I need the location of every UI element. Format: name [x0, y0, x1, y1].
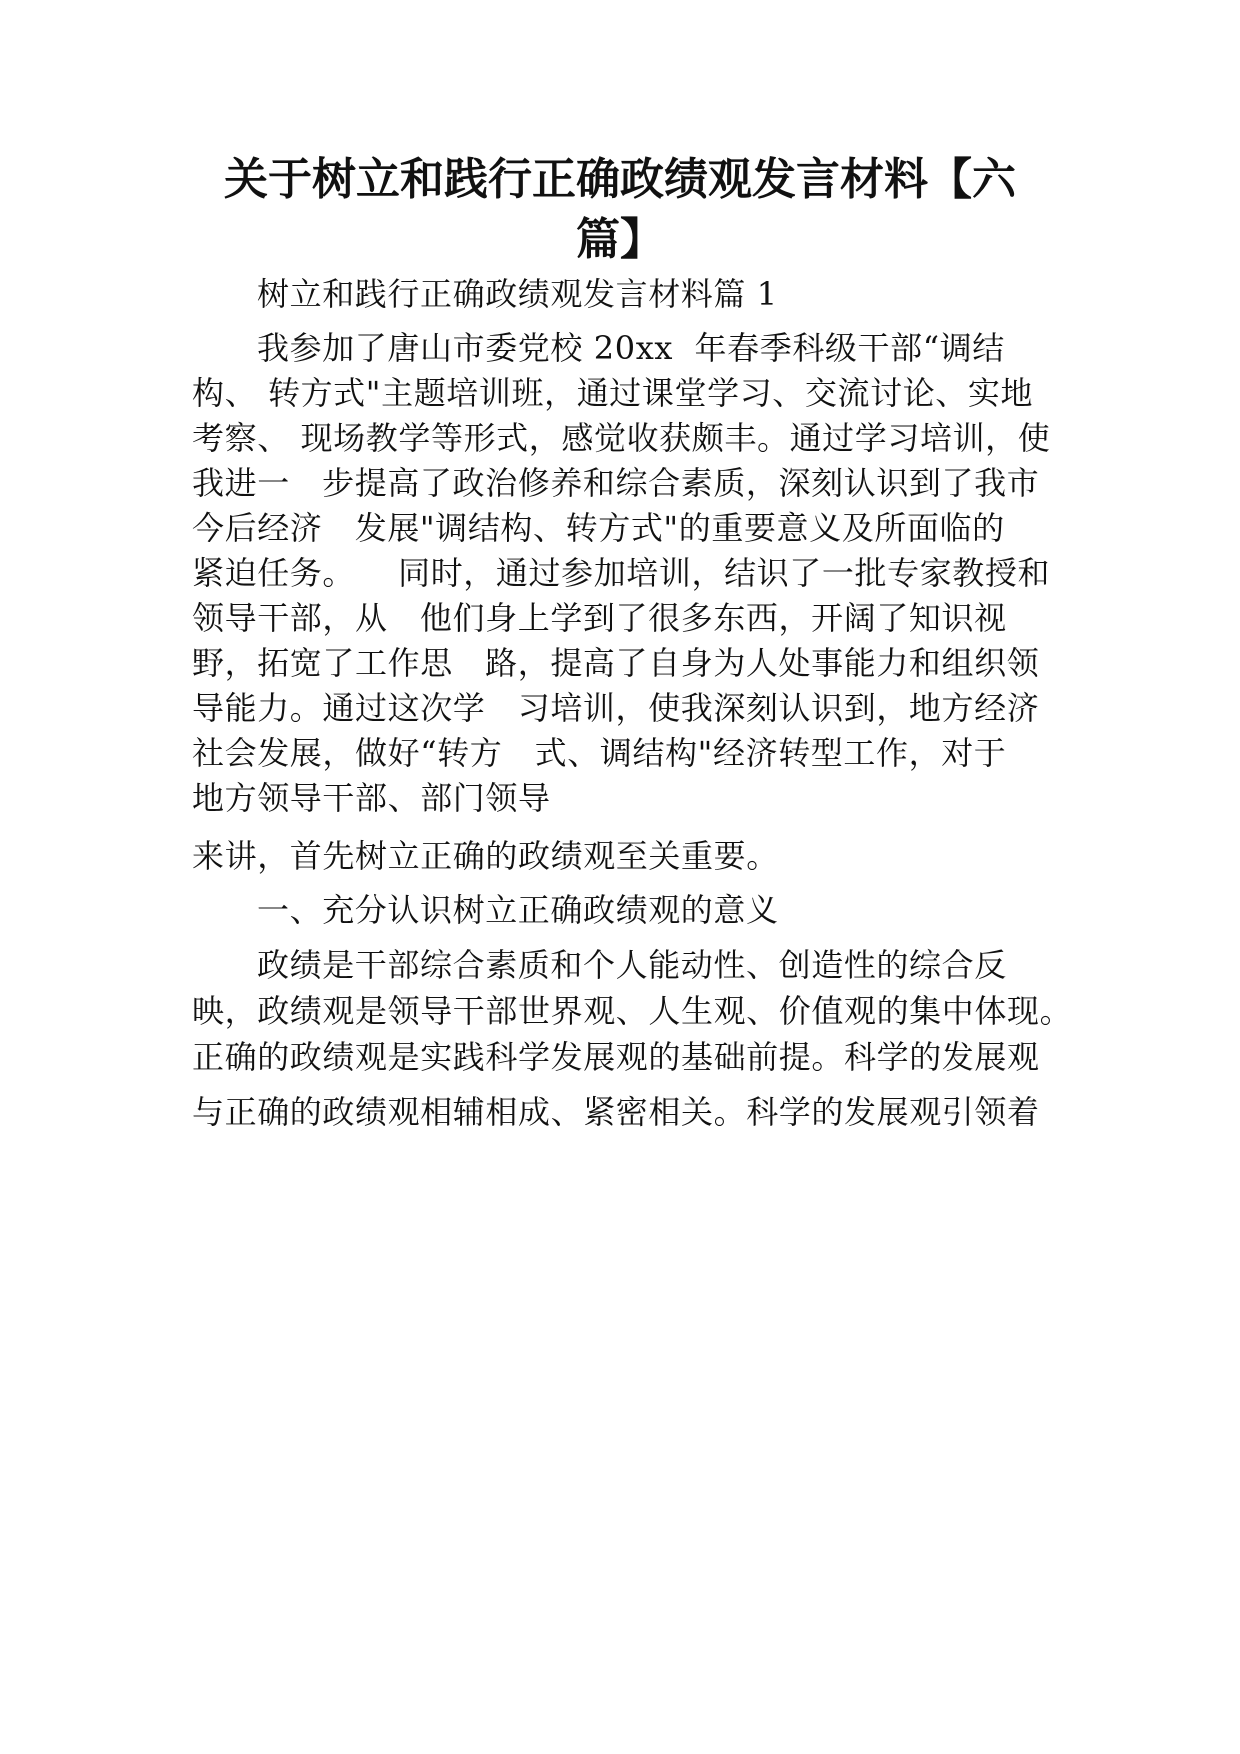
document-title-line-2: 篇】: [576, 214, 664, 265]
paragraph-2-line: 正确的政绩观是实践科学发展观的基础前提。科学的发展观: [192, 1038, 1040, 1076]
paragraph-2-line: 与正确的政绩观相辅相成、紧密相关。科学的发展观引领着: [192, 1093, 1040, 1131]
subheading-1: 一、充分认识树立正确政绩观的意义: [257, 891, 779, 929]
paragraph-1-line: 考察、 现场教学等形式，感觉收获颇丰。通过学习培训，使: [192, 419, 1051, 457]
paragraph-1-line: 今后经济 发展"调结构、转方式"的重要意义及所面临的: [192, 509, 1005, 547]
paragraph-1-line: 领导干部，从 他们身上学到了很多东西，开阔了知识视: [192, 599, 1007, 637]
paragraph-1-line: 野，拓宽了工作思 路，提高了自身为人处事能力和组织领: [192, 644, 1040, 682]
paragraph-1-line: 社会发展，做好“转方 式、调结构"经济转型工作，对于: [192, 734, 1007, 772]
paragraph-1-line: 导能力。通过这次学 习培训，使我深刻认识到，地方经济: [192, 689, 1040, 727]
paragraph-1-line: 紧迫任务。 同时，通过参加培训，结识了一批专家教授和: [192, 554, 1051, 592]
paragraph-2-line: 政绩是干部综合素质和个人能动性、创造性的综合反: [257, 946, 1007, 984]
paragraph-1-continuation: 来讲，首先树立正确的政绩观至关重要。: [192, 837, 779, 875]
document-title-line-1: 关于树立和践行正确政绩观发言材料【六: [224, 154, 1016, 205]
paragraph-1-line: 构、 转方式"主题培训班，通过课堂学习、交流讨论、实地: [192, 374, 1034, 412]
paragraph-2-line: 映，政绩观是领导干部世界观、人生观、价值观的集中体现。: [192, 992, 1073, 1030]
section-heading: 树立和践行正确政绩观发言材料篇 1: [257, 275, 778, 313]
paragraph-1-line: 地方领导干部、部门领导: [192, 779, 551, 817]
paragraph-1-line: 我进一 步提高了政治修养和综合素质，深刻认识到了我市: [192, 464, 1040, 502]
paragraph-1-line: 我参加了唐山市委党校 20xx 年春季科级干部“调结: [257, 329, 1005, 367]
